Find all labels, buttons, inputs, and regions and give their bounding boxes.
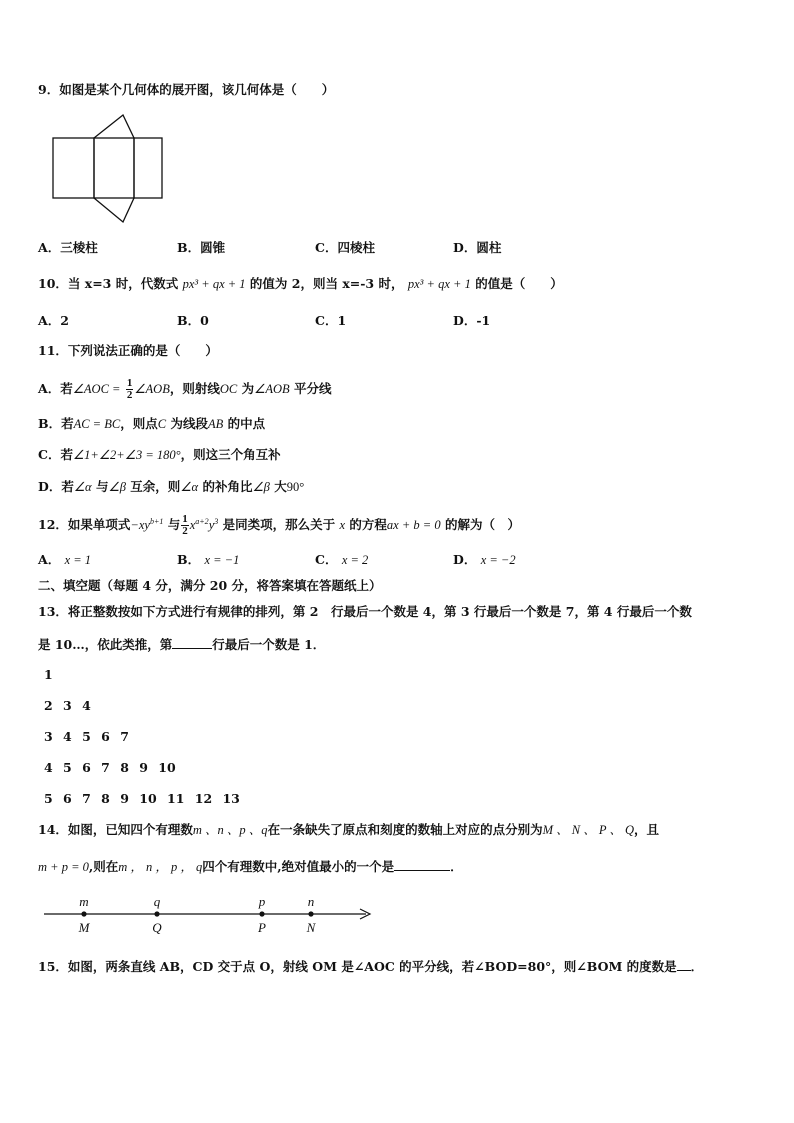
q9-option-b: B．圆锥 <box>177 240 226 255</box>
q11-a-mid2: 为 <box>241 381 255 396</box>
label-P: P <box>258 920 266 935</box>
q11-stem: 11．下列说法正确的是（ ） <box>38 343 218 358</box>
q12-mono1-sup: b+1 <box>149 517 164 526</box>
q9-option-a: A．三棱柱 <box>38 240 98 255</box>
q12-mono2-sup: a+2 <box>195 517 209 526</box>
q11-option-a <box>38 378 332 401</box>
q12-mono2: x <box>189 518 196 533</box>
q13-line2-post: 行最后一个数是 1． <box>212 637 326 652</box>
q11-b-mid: ，则点 <box>120 416 158 431</box>
q11-d-mid3: 的补角比 <box>202 479 253 494</box>
q12-option-d-expr: x = −2 <box>480 553 516 567</box>
q11-d-mid: 与 <box>95 479 109 494</box>
q10-option-b: B．0 <box>177 313 209 328</box>
q12-option-b <box>177 552 239 568</box>
q10-option-d: D．-1 <box>453 313 491 328</box>
q14-l2-vars: m ， n ， p ， q <box>118 860 203 874</box>
q14-post: ，且 <box>634 822 660 837</box>
q11-d-post: 大 <box>274 479 287 494</box>
q10-text-1: 10．当 x=3 时，代数式 <box>38 276 179 291</box>
point-p <box>259 911 264 916</box>
q13-line-2 <box>38 636 325 653</box>
q12-mid: 与 <box>167 517 181 533</box>
q11-b-pt: C <box>157 417 167 431</box>
q11-b-expr: AC = BC <box>73 417 121 431</box>
point-n <box>308 911 313 916</box>
q10-text-2: 的值为 2，则当 x=-3 时， <box>249 276 404 291</box>
net-rect-right <box>134 138 162 198</box>
q12-option-c-expr: x = 2 <box>341 553 369 567</box>
q9-option-d: D．圆柱 <box>453 240 502 255</box>
net-triangle-top <box>94 115 134 138</box>
q11-a-angle: ∠AOB <box>254 382 290 396</box>
q11-d-a1: ∠α <box>73 480 92 494</box>
q11-a-expr2: ∠AOB <box>134 382 170 396</box>
q14-l2-end: ． <box>450 859 463 874</box>
q12-option-a-expr: x = 1 <box>64 553 92 567</box>
q11-a-fraction <box>126 378 134 401</box>
q12-frac-den: 2 <box>182 525 188 538</box>
q10-expr-2: px³ + qx + 1 <box>407 277 471 291</box>
q11-option-b <box>38 416 265 432</box>
q14-vars: m 、n 、p 、q <box>192 823 268 837</box>
q12-var: x <box>339 518 346 533</box>
net-rect-middle <box>94 138 134 198</box>
q11-a-post: 平分线 <box>294 381 332 396</box>
q11-a-expr1: ∠AOC = <box>72 382 121 396</box>
answer-blank[interactable] <box>677 958 691 971</box>
q14-l2-mid: ,则在 <box>88 859 119 874</box>
point-m <box>81 911 86 916</box>
q11-d-a2: ∠β <box>108 480 126 494</box>
q11-c-pre: C．若 <box>38 447 73 462</box>
label-n: n <box>307 894 315 909</box>
q12-pre: 12．如果单项式 <box>38 517 131 533</box>
q14-pts: M 、 N 、 P 、 Q <box>542 823 635 837</box>
q10-option-c: C．1 <box>315 313 347 328</box>
q11-b-seg: AB <box>207 417 224 431</box>
q11-b-post: 的中点 <box>227 416 266 431</box>
q11-a-ray: OC <box>219 382 238 396</box>
q15-stem <box>38 958 703 975</box>
q13-row-5: 5 6 7 8 9 10 11 12 13 <box>44 791 240 806</box>
q12-stem <box>38 514 520 537</box>
q11-a-pre: A．若 <box>38 381 73 396</box>
label-m: m <box>79 894 89 909</box>
q11-c-expr: ∠1+∠2+∠3 = 180° <box>72 448 181 462</box>
q10-text-3: 的值是（ ） <box>475 276 563 291</box>
q11-a-mid: ，则射线 <box>169 381 220 396</box>
q14-pre: 14．如图，已知四个有理数 <box>38 822 193 837</box>
q12-option-a-label: A． <box>38 552 61 567</box>
point-q <box>154 911 159 916</box>
q12-post: 的解为（ ） <box>444 517 520 533</box>
q13-row-3: 3 4 5 6 7 <box>44 729 129 744</box>
q12-mono2b-sup: 3 <box>214 517 219 526</box>
q12-mono2b: y <box>208 518 215 533</box>
q11-d-a4: ∠β <box>252 480 270 494</box>
q11-d-deg: 90° <box>286 480 305 494</box>
net-figure <box>50 112 166 226</box>
q11-a-frac-num: 1 <box>126 377 133 389</box>
q11-b-pre: B．若 <box>38 416 74 431</box>
label-N: N <box>306 920 316 935</box>
q12-mid2: 是同类项，那么关于 <box>222 517 336 533</box>
label-p: p <box>258 894 266 909</box>
q12-option-c <box>315 552 368 568</box>
q11-option-d <box>38 479 304 495</box>
q12-option-d-label: D． <box>453 552 477 567</box>
net-triangle-bottom <box>94 198 134 222</box>
q14-l2-expr: m + p = 0 <box>38 860 89 874</box>
q11-d-mid2: 互余，则 <box>130 479 181 494</box>
q14-l2-post: 四个有理数中,绝对值最小的一个是 <box>202 859 395 874</box>
section-2-heading: 二、填空题（每题 4 分，满分 20 分，将答案填在答题纸上） <box>38 578 382 593</box>
q11-b-mid2: 为线段 <box>170 416 208 431</box>
q12-eq: ax + b = 0 <box>386 518 441 533</box>
q11-d-a3: ∠α <box>180 480 199 494</box>
answer-blank[interactable] <box>394 858 450 871</box>
q13-row-4: 4 5 6 7 8 9 10 <box>44 760 176 775</box>
q14-line-1 <box>38 822 659 838</box>
q10-expr-1: px³ + qx + 1 <box>182 277 246 291</box>
q13-row-2: 2 3 4 <box>44 698 91 713</box>
q14-line-2 <box>38 858 463 875</box>
q12-option-c-label: C． <box>315 552 338 567</box>
label-q: q <box>153 894 161 909</box>
answer-blank[interactable] <box>172 636 212 649</box>
q14-mid: 在一条缺失了原点和刻度的数轴上对应的点分别为 <box>267 822 543 837</box>
q10-stem <box>38 276 563 292</box>
q15-end: ． <box>690 959 704 974</box>
number-line-figure <box>40 892 376 936</box>
q12-fraction <box>181 514 189 537</box>
q15-text: 15．如图，两条直线 AB，CD 交于点 O，射线 OM 是∠AOC 的平分线，若∠BOD=80°，则∠BOM 的度数是 <box>38 959 677 974</box>
q10-option-a: A．2 <box>38 313 69 328</box>
q13-line-1: 13．将正整数按如下方式进行有规律的排列，第 2 行最后一个数是 4，第 3 行最后一个数是 7，第 4 行最后一个数 <box>38 604 692 619</box>
q13-row-1: 1 <box>44 667 53 682</box>
label-M: M <box>78 920 90 935</box>
q11-c-post: ，则这三个角互补 <box>180 447 281 462</box>
q9-stem: 9．如图是某个几何体的展开图，该几何体是（ ） <box>38 82 335 97</box>
q11-a-frac-den: 2 <box>126 389 133 401</box>
q11-option-c <box>38 447 281 463</box>
q11-d-pre: D．若 <box>38 479 74 494</box>
q12-option-a <box>38 552 91 568</box>
q12-mid3: 的方程 <box>349 517 387 533</box>
q12-option-b-label: B． <box>177 552 201 567</box>
net-rect-left <box>53 138 94 198</box>
q12-mono1: −xy <box>130 518 150 533</box>
q13-line2-pre: 是 10…，依此类推，第 <box>38 637 173 652</box>
q12-option-d <box>453 552 516 568</box>
q9-option-c: C．四棱柱 <box>315 240 375 255</box>
q12-frac-num: 1 <box>182 513 188 526</box>
q12-option-b-expr: x = −1 <box>204 553 240 567</box>
label-Q: Q <box>152 920 162 935</box>
